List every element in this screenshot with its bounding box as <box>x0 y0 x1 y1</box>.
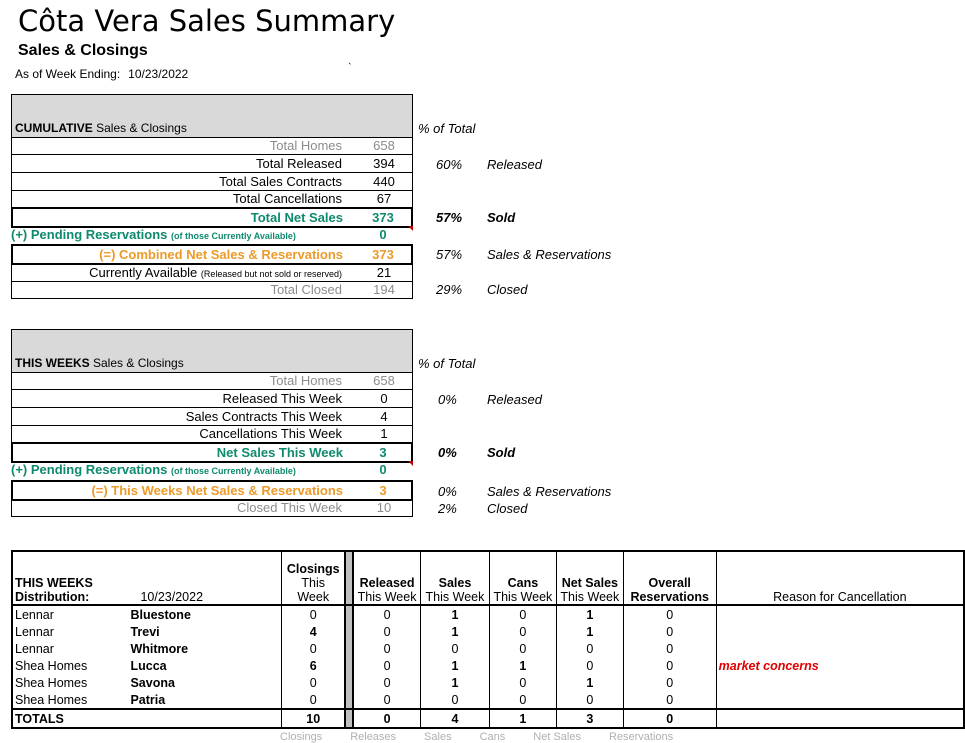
plan-cell: Whitmore <box>130 641 189 656</box>
faded-footer-label: Sales <box>424 731 452 743</box>
cum-pending-label: (+) Pending Reservations <box>11 227 168 242</box>
col-closings-1: Closings <box>286 562 340 576</box>
sales-cell: 1 <box>421 657 490 674</box>
cum-total-homes-value: 658 <box>373 138 395 153</box>
dist-title-2: Distribution: <box>15 590 90 604</box>
closings-cell: 4 <box>282 623 345 640</box>
this-week-header <box>11 329 413 373</box>
wk-contracts-value: 4 <box>380 409 388 424</box>
cumulative-header-bold: CUMULATIVE <box>15 121 93 135</box>
cumulative-header-rest: Sales & Closings <box>92 121 187 135</box>
closings-cell: 0 <box>282 605 345 623</box>
column-separator <box>345 691 353 709</box>
wk-released-value: 0 <box>380 391 388 406</box>
col-sales-2: This Week <box>425 590 485 604</box>
comment-flag <box>408 461 413 466</box>
closings-cell: 0 <box>282 674 345 691</box>
stray-mark: ` <box>348 62 352 74</box>
wk-total-homes-value: 658 <box>373 373 395 388</box>
cans-cell: 1 <box>489 657 556 674</box>
cum-released-desc: Released <box>487 157 542 172</box>
sales-cell: 0 <box>421 691 490 709</box>
wk-net-sales-pct: 0% <box>438 445 457 460</box>
report-subtitle: Sales & Closings <box>18 42 148 59</box>
cum-combined-pct: 57% <box>436 247 463 262</box>
builder-cell: Shea Homes <box>15 692 88 707</box>
cum-closed-row <box>11 281 413 299</box>
table-row <box>12 657 964 674</box>
wk-pending-note: (of those Currently Available) <box>171 466 296 476</box>
wk-combined-label: (=) This Weeks Net Sales & Reservations <box>91 483 343 498</box>
column-separator <box>345 640 353 657</box>
table-row <box>12 691 964 709</box>
cum-closed-label: Total Closed <box>270 282 342 297</box>
cum-net-sales-desc: Sold <box>487 210 516 225</box>
cum-net-sales-value: 373 <box>372 210 394 225</box>
faded-footer-label: Cans <box>479 731 506 743</box>
wk-net-sales-value: 3 <box>379 445 387 460</box>
dist-title-1: THIS WEEKS <box>15 576 93 590</box>
col-net-1: Net Sales <box>561 576 618 590</box>
wk-released-pct: 0% <box>438 392 457 407</box>
col-released-2: This Week <box>357 590 417 604</box>
released-cell: 0 <box>383 641 391 656</box>
cans-cell: 0 <box>489 623 556 640</box>
cum-net-sales-label: Total Net Sales <box>250 210 343 225</box>
net-sales-cell: 1 <box>556 605 623 623</box>
sales-cell: 0 <box>421 640 490 657</box>
table-row <box>12 623 964 640</box>
faded-footer-labels <box>280 731 701 743</box>
released-cell: 0 <box>383 675 391 690</box>
cum-combined-desc: Sales & Reservations <box>487 247 612 262</box>
wk-pending-row <box>11 461 413 478</box>
cum-contracts-label: Total Sales Contracts <box>219 174 342 189</box>
cum-released-value: 394 <box>373 156 395 171</box>
cum-cancellations-value: 67 <box>376 191 392 206</box>
col-sales <box>421 551 490 605</box>
released-cell: 0 <box>383 624 391 639</box>
cum-pending-note: (of those Currently Available) <box>171 231 296 241</box>
cum-released-label: Total Released <box>256 156 342 171</box>
wk-released-row <box>11 390 413 408</box>
as-of-line <box>15 67 188 81</box>
reservations-cell: 0 <box>623 623 716 640</box>
net-sales-cell: 0 <box>556 657 623 674</box>
reservations-cell: 0 <box>623 657 716 674</box>
cum-total-homes-row <box>11 137 413 155</box>
released-cell: 0 <box>383 658 391 673</box>
plan-cell: Savona <box>130 675 175 690</box>
cans-cell: 0 <box>489 640 556 657</box>
cum-released-pct: 60% <box>436 157 463 172</box>
cum-contracts-row <box>11 173 413 191</box>
closings-cell: 0 <box>282 691 345 709</box>
totals-row <box>12 709 964 728</box>
wk-combined-pct: 0% <box>438 484 457 499</box>
column-separator <box>345 674 353 691</box>
wk-combined-value: 3 <box>379 483 387 498</box>
reservations-cell: 0 <box>623 691 716 709</box>
cum-released-row <box>11 155 413 173</box>
col-net-sales <box>556 551 623 605</box>
totals-closings: 10 <box>282 709 345 728</box>
as-of-label: As of Week Ending: <box>15 67 121 81</box>
cum-available-label: Currently Available <box>89 265 198 280</box>
wk-pct-header: % of Total <box>418 356 476 371</box>
cans-cell: 0 <box>489 674 556 691</box>
wk-combined-row <box>11 480 413 501</box>
cum-cancellations-row <box>11 190 413 208</box>
wk-released-desc: Released <box>487 392 542 407</box>
reservations-cell: 0 <box>623 640 716 657</box>
cumulative-header <box>11 94 413 138</box>
builder-cell: Shea Homes <box>15 658 88 673</box>
wk-combined-desc: Sales & Reservations <box>487 484 612 499</box>
sales-cell: 1 <box>421 605 490 623</box>
totals-label: TOTALS <box>12 709 128 728</box>
released-cell: 0 <box>383 607 391 622</box>
cum-available-row <box>11 264 413 282</box>
cum-available-note: (Released but not sold or reserved) <box>200 269 342 279</box>
totals-cans: 1 <box>489 709 556 728</box>
wk-pending-label: (+) Pending Reservations <box>11 462 168 477</box>
cum-pending-row <box>11 226 413 243</box>
cum-available-text <box>89 265 342 280</box>
report-title: Côta Vera Sales Summary <box>18 4 396 38</box>
wk-closed-pct: 2% <box>438 501 457 516</box>
cans-cell: 0 <box>489 691 556 709</box>
plan-cell: Trevi <box>130 624 160 639</box>
cum-total-homes-label: Total Homes <box>269 138 342 153</box>
reservations-cell: 0 <box>623 605 716 623</box>
cum-closed-value: 194 <box>373 282 395 297</box>
totals-sales: 4 <box>421 709 490 728</box>
table-row <box>12 674 964 691</box>
reason-cell <box>716 623 964 640</box>
net-sales-cell: 0 <box>556 691 623 709</box>
builder-cell: Lennar <box>15 624 54 639</box>
cum-net-sales-row <box>11 207 413 228</box>
plan-cell: Bluestone <box>130 607 191 622</box>
col-released <box>353 551 420 605</box>
wk-net-sales-desc: Sold <box>487 445 516 460</box>
dist-date: 10/23/2022 <box>128 551 281 605</box>
col-released-1: Released <box>359 576 415 590</box>
col-overall-2: Reservations <box>630 590 709 604</box>
cum-available-value: 21 <box>376 265 392 280</box>
dist-title-cell <box>12 551 128 605</box>
col-closings-3: Week <box>297 590 330 604</box>
wk-closed-row <box>11 499 413 517</box>
wk-contracts-row <box>11 408 413 426</box>
net-sales-cell: 1 <box>556 674 623 691</box>
cum-closed-desc: Closed <box>487 282 528 297</box>
reason-cell <box>716 640 964 657</box>
cum-net-sales-pct: 57% <box>436 210 463 225</box>
cum-combined-label: (=) Combined Net Sales & Reservations <box>99 247 343 262</box>
cans-cell: 0 <box>489 605 556 623</box>
faded-footer-label: Reservations <box>608 731 674 743</box>
reservations-cell: 0 <box>623 674 716 691</box>
wk-total-homes-row <box>11 372 413 390</box>
net-sales-cell: 1 <box>556 623 623 640</box>
faded-footer-label: Releases <box>350 731 397 743</box>
wk-net-sales-row <box>11 442 413 463</box>
cum-cancellations-label: Total Cancellations <box>232 191 342 206</box>
builder-cell: Shea Homes <box>15 675 88 690</box>
closings-cell: 0 <box>282 640 345 657</box>
table-row <box>12 605 964 623</box>
col-overall <box>623 551 716 605</box>
col-cans-2: This Week <box>493 590 553 604</box>
cum-combined-row <box>11 244 413 265</box>
wk-closed-label: Closed This Week <box>236 500 342 515</box>
wk-released-label: Released This Week <box>222 391 342 406</box>
week-header-rest: Sales & Closings <box>89 356 184 370</box>
cum-combined-value: 373 <box>372 247 394 262</box>
reason-cell: market concerns <box>716 657 964 674</box>
col-reason: Reason for Cancellation <box>716 551 964 605</box>
cum-contracts-value: 440 <box>373 174 395 189</box>
cum-closed-pct: 29% <box>436 282 463 297</box>
faded-footer-label: Net Sales <box>533 731 581 743</box>
sales-cell: 1 <box>421 623 490 640</box>
cum-pct-header: % of Total <box>418 121 476 136</box>
plan-cell: Lucca <box>130 658 167 673</box>
col-cans <box>489 551 556 605</box>
reason-cell <box>716 691 964 709</box>
distribution-table <box>11 550 965 729</box>
distribution-header-row <box>12 551 964 605</box>
wk-cancellations-label: Cancellations This Week <box>199 426 342 441</box>
wk-closed-desc: Closed <box>487 501 528 516</box>
totals-net: 3 <box>556 709 623 728</box>
col-overall-1: Overall <box>648 576 691 590</box>
sales-cell: 1 <box>421 674 490 691</box>
col-closings-2: This <box>301 576 326 590</box>
col-net-2: This Week <box>560 590 620 604</box>
closings-cell: 6 <box>282 657 345 674</box>
released-cell: 0 <box>383 692 391 707</box>
col-closings <box>282 551 345 605</box>
wk-cancellations-row <box>11 425 413 443</box>
column-separator <box>345 605 353 623</box>
reason-cell <box>716 605 964 623</box>
column-separator <box>345 551 353 605</box>
totals-released: 0 <box>353 709 420 728</box>
builder-cell: Lennar <box>15 607 54 622</box>
plan-cell: Patria <box>130 692 166 707</box>
wk-pending-value: 0 <box>379 462 387 477</box>
week-header-bold: THIS WEEKS <box>15 356 90 370</box>
wk-net-sales-label: Net Sales This Week <box>216 445 343 460</box>
builder-cell: Lennar <box>15 641 54 656</box>
col-sales-1: Sales <box>438 576 472 590</box>
cum-pending-value: 0 <box>379 227 387 242</box>
column-separator <box>345 657 353 674</box>
wk-total-homes-label: Total Homes <box>269 373 342 388</box>
reason-cell <box>716 674 964 691</box>
as-of-date: 10/23/2022 <box>128 67 189 81</box>
net-sales-cell: 0 <box>556 640 623 657</box>
wk-closed-value: 10 <box>376 500 392 515</box>
totals-reservations: 0 <box>623 709 716 728</box>
wk-contracts-label: Sales Contracts This Week <box>185 409 342 424</box>
comment-flag <box>408 226 413 231</box>
table-row <box>12 640 964 657</box>
column-separator <box>345 623 353 640</box>
wk-cancellations-value: 1 <box>380 426 388 441</box>
col-cans-1: Cans <box>507 576 539 590</box>
faded-footer-label: Closings <box>280 731 323 743</box>
